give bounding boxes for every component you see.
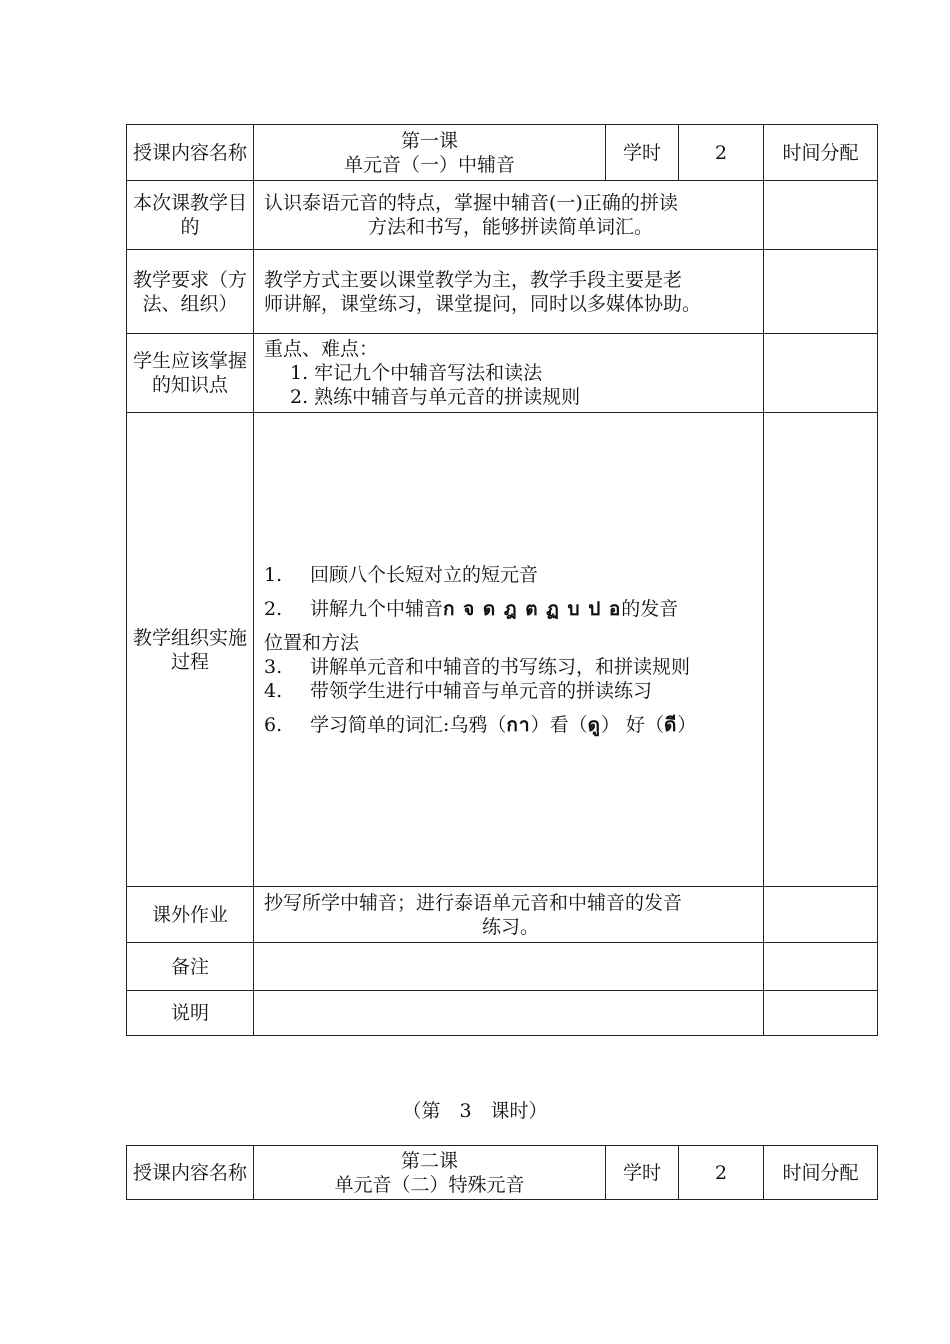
row-teaching-requirement [127, 250, 878, 334]
row-explanation [127, 991, 878, 1036]
label-teaching-process: 教学组织实施过程 [127, 413, 254, 887]
lesson-plan-table-1 [126, 124, 878, 1036]
time-allocation-label: 时间分配 [764, 125, 878, 181]
time-cell-requirement [764, 250, 878, 334]
thai-consonants: ก จ ด ฎ ต ฏ บ ป อ [443, 597, 622, 620]
row-teaching-goal [127, 181, 878, 250]
knowledge-item-2: 2. 熟练中辅音与单元音的拼读规则 [290, 386, 581, 408]
row-notes [127, 943, 878, 991]
time-cell-knowledge [764, 334, 878, 413]
teaching-process-content [254, 413, 764, 887]
time-allocation-label-2: 时间分配 [764, 1146, 878, 1200]
thai-word-crow: กา [506, 713, 531, 736]
knowledge-points-content [254, 334, 764, 413]
process-item-2: 2. 讲解九个中辅音ก จ ด ฎ ต ฏ บ ป อ的发音 [264, 597, 679, 620]
thai-word-look: ดู [587, 713, 601, 736]
homework-content: 抄写所学中辅音；进行泰语单元音和中辅音的发音 练习。 [254, 887, 764, 943]
time-cell-notes [764, 943, 878, 991]
row-homework [127, 887, 878, 943]
label-homework: 课外作业 [127, 887, 254, 943]
label-explanation: 说明 [127, 991, 254, 1036]
label-knowledge-points: 学生应该掌握的知识点 [127, 334, 254, 413]
thai-word-good: ดี [664, 713, 678, 736]
label-teaching-requirement: 教学要求（方法、组织） [127, 250, 254, 334]
teaching-goal-content: 认识泰语元音的特点，掌握中辅音(一)正确的拼读 方法和书写，能够拼读简单词汇。 [254, 181, 764, 250]
hours-value: 2 [679, 125, 764, 181]
time-cell-homework [764, 887, 878, 943]
notes-content [254, 943, 764, 991]
time-cell-goal [764, 181, 878, 250]
teaching-requirement-content: 教学方式主要以课堂教学为主，教学手段主要是老 师讲解，课堂练习，课堂提问，同时以多媒体协助。 [254, 250, 764, 334]
explanation-content [254, 991, 764, 1036]
hours-label: 学时 [606, 125, 679, 181]
hours-value-2: 2 [679, 1146, 764, 1200]
label-course-name: 授课内容名称 [127, 125, 254, 181]
knowledge-item-1: 1. 牢记九个中辅音写法和读法 [290, 362, 543, 384]
process-item-6: 6. 学习简单的词汇:乌鸦（กา）看（ดู） 好（ดี） [264, 713, 697, 736]
label-notes: 备注 [127, 943, 254, 991]
row-knowledge-points [127, 334, 878, 413]
row-course-name-2 [127, 1146, 878, 1200]
course-title: 第一课 单元音（一）中辅音 [254, 125, 606, 181]
knowledge-heading: 重点、难点： [264, 338, 379, 360]
lesson-plan-table-2 [126, 1145, 878, 1200]
course-title-2: 第二课 单元音（二）特殊元音 [254, 1146, 606, 1200]
row-course-name [127, 125, 878, 181]
process-item-1: 1. 回顾八个长短对立的短元音 [264, 563, 539, 586]
label-course-name-2: 授课内容名称 [127, 1146, 254, 1200]
time-cell-process [764, 413, 878, 887]
process-item-4: 4. 带领学生进行中辅音与单元音的拼读练习 [264, 679, 653, 702]
process-item-3: 3. 讲解单元音和中辅音的书写练习，和拼读规则 [264, 655, 691, 678]
class-hour-heading: （第 3 课时） [402, 1100, 548, 1122]
hours-label-2: 学时 [606, 1146, 679, 1200]
row-teaching-process [127, 413, 878, 887]
process-item-2-cont: 位置和方法 [264, 631, 360, 654]
label-teaching-goal: 本次课教学目的 [127, 181, 254, 250]
time-cell-explanation [764, 991, 878, 1036]
